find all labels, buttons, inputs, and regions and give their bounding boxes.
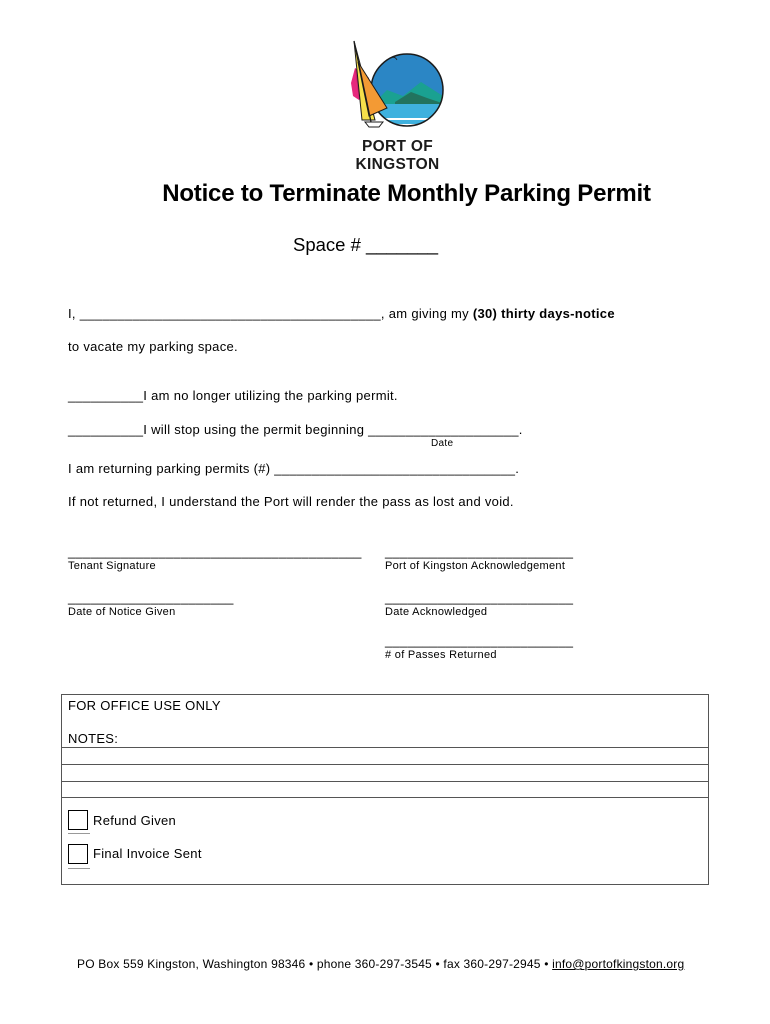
office-use-heading: FOR OFFICE USE ONLY bbox=[68, 698, 221, 713]
date-label: Date bbox=[431, 438, 454, 449]
final-invoice-underline bbox=[68, 868, 90, 869]
logo-text: PORT OF KINGSTON bbox=[355, 138, 440, 173]
refund-given-label: Refund Given bbox=[93, 813, 177, 828]
footer-contact bbox=[77, 957, 684, 971]
option-stop-using: __________I will stop using the permit beginning ____________________. bbox=[68, 422, 523, 437]
passes-returned-label: # of Passes Returned bbox=[385, 649, 497, 661]
acknowledged-date-line: _________________________ bbox=[385, 590, 574, 605]
footer-address: PO Box 559 Kingston, Washington 98346 • phone 360-297-3545 • fax 360-297-2945 • bbox=[77, 957, 553, 971]
notice-line-2: to vacate my parking space. bbox=[68, 339, 238, 354]
notes-line-1 bbox=[62, 747, 708, 748]
notes-line-2 bbox=[62, 764, 708, 765]
port-logo bbox=[325, 38, 470, 173]
notes-line-3 bbox=[62, 781, 708, 782]
office-use-box bbox=[61, 694, 709, 885]
refund-given-underline bbox=[68, 833, 90, 834]
notice-date-line: ______________________ bbox=[68, 590, 234, 605]
acknowledged-date-label: Date Acknowledged bbox=[385, 606, 488, 618]
footer-email-link[interactable]: info@portofkingston.org bbox=[552, 957, 685, 971]
notes-line-4 bbox=[62, 797, 708, 798]
notice-date-label: Date of Notice Given bbox=[68, 606, 176, 618]
not-returned-statement: If not returned, I understand the Port will render the pass as lost and void. bbox=[68, 494, 514, 509]
notice-line-1 bbox=[68, 306, 615, 321]
space-number-field: Space # _______ bbox=[293, 234, 439, 255]
option-no-longer: __________I am no longer utilizing the parking permit. bbox=[68, 388, 398, 403]
document-title: Notice to Terminate Monthly Parking Permit bbox=[162, 180, 651, 207]
sailboat-logo-icon bbox=[325, 38, 470, 138]
notes-label: NOTES: bbox=[68, 731, 119, 746]
tenant-signature-label: Tenant Signature bbox=[68, 560, 156, 572]
returning-permits-line: I am returning parking permits (#) ________________________________. bbox=[68, 461, 520, 476]
port-acknowledgement-line: _________________________ bbox=[385, 544, 574, 559]
refund-given-checkbox[interactable] bbox=[68, 810, 88, 830]
notice-period-bold: (30) thirty days-notice bbox=[472, 306, 615, 321]
final-invoice-checkbox[interactable] bbox=[68, 844, 88, 864]
notice-line-1-text: I, ________________________________________, am giving my bbox=[68, 306, 473, 321]
port-acknowledgement-label: Port of Kingston Acknowledgement bbox=[385, 560, 566, 572]
passes-returned-line: _________________________ bbox=[385, 633, 574, 648]
tenant-signature-line: _______________________________________ bbox=[68, 544, 362, 559]
final-invoice-label: Final Invoice Sent bbox=[93, 846, 202, 861]
